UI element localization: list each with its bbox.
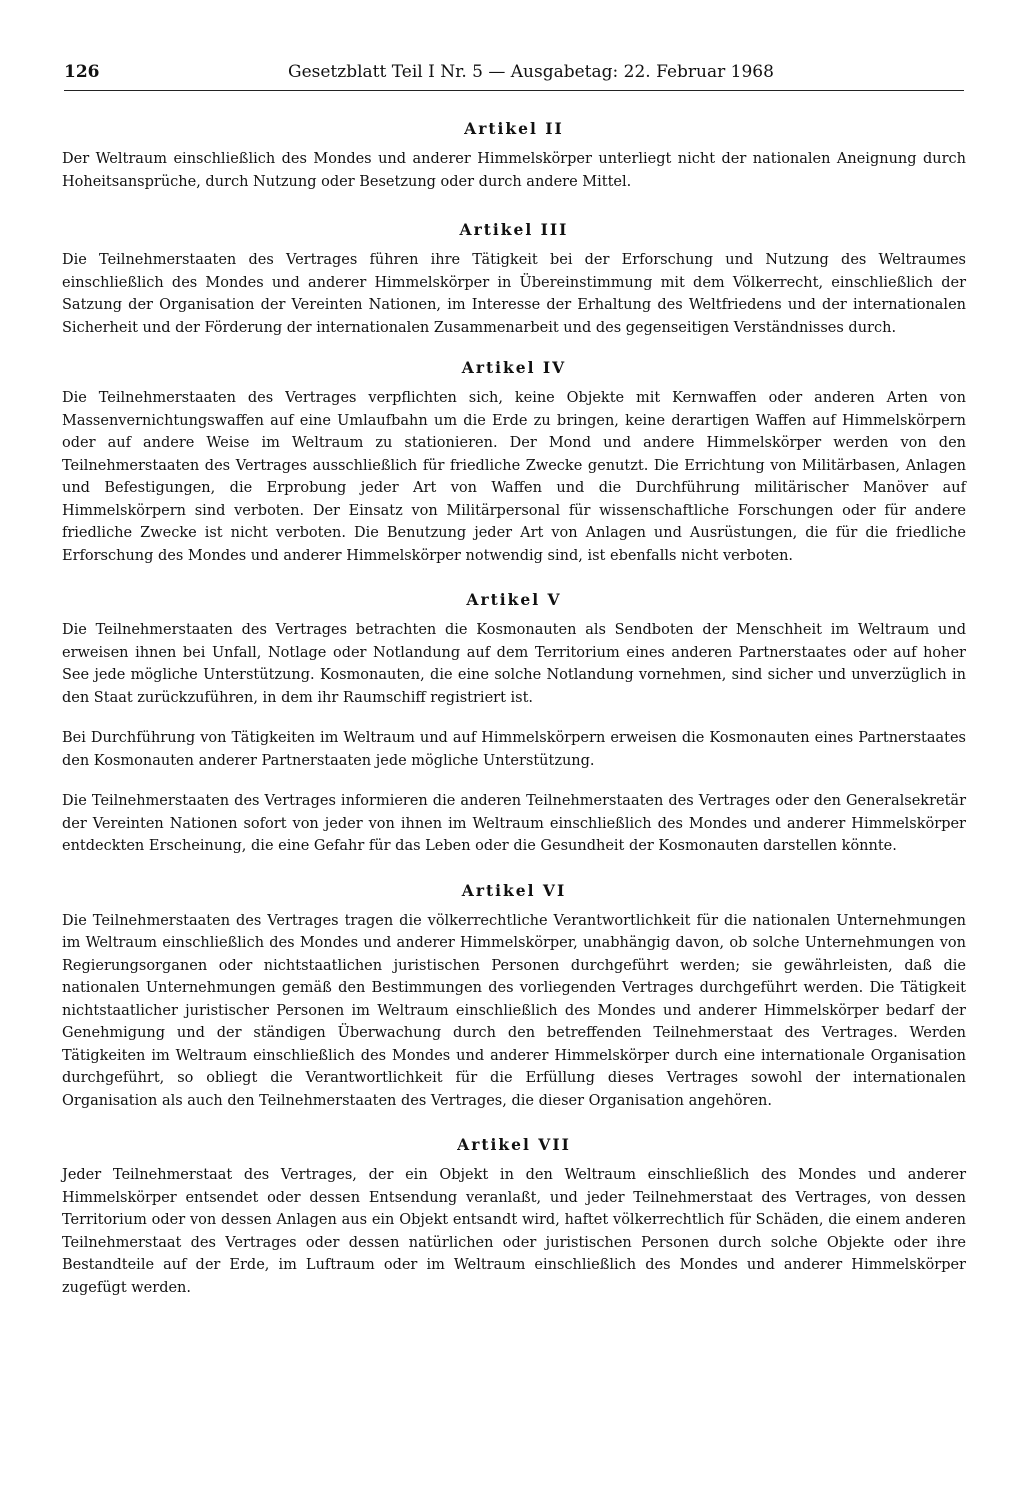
article-4 (62, 357, 966, 567)
article-heading: Artikel IV (461, 358, 567, 377)
article-2 (62, 118, 966, 193)
article-paragraph: Die Teilnehmerstaaten des Vertrages informieren die anderen Teilnehmerstaaten des Vertrages oder den Generalsekretär der Vereinten Nationen sofort von jeder von ihnen im Weltraum einschließlich des Mondes und anderer Himmelskörper entdeckten Erscheinung, die eine Gefahr für das Leben oder die Gesundheit der Kosmonauten darstellen könnte. (62, 793, 966, 854)
page-header (64, 60, 964, 88)
article-heading: Artikel VII (457, 1135, 571, 1154)
article-heading: Artikel VI (461, 880, 567, 900)
article-heading: Artikel III (459, 220, 569, 239)
article-paragraph: Die Teilnehmerstaaten des Vertrages betrachten die Kosmonauten als Sendboten der Menschheit im Weltraum und erweisen ihnen bei Unfall, Notlage oder Notlandung auf dem Territorium eines anderen Partnerstaates oder auf hoher See jede mögliche Unterstützung. Kosmonauten, die eine solche Notlandung vornehmen, sind sicher und unverzüglich in den Staat zurückzuführen, in dem ihr Raumschiff registriert ist. (62, 622, 966, 706)
header-title: Gesetzblatt Teil I Nr. 5 — Ausgabetag: 22. Februar 1968 (288, 62, 774, 82)
article-paragraph: Bei Durchführung von Tätigkeiten im Weltraum und auf Himmelskörpern erweisen die Kosmonauten eines Partnerstaates den Kosmonauten anderer Partnerstaaten jede mögliche Unterstützung. (62, 730, 966, 769)
header-divider (64, 90, 964, 91)
article-paragraph: Die Teilnehmerstaaten des Vertrages führen ihre Tätigkeit bei der Erforschung und Nutzung des Weltraumes einschließlich des Mondes und anderer Himmelskörper in Übereinstimmung mit dem Völkerrecht, einschließlich der Satzung der Organisation der Vereinten Nationen, im Interesse der Erhaltung des Weltfriedens und der internationalen Sicherheit und der Förderung der internationalen Zusammenarbeit und des gegenseitigen Verständnisses durch. (62, 252, 966, 336)
article-paragraph: Der Weltraum einschließlich des Mondes und anderer Himmelskörper unterliegt nicht der nationalen Aneignung durch Hoheitsansprüche, durch Nutzung oder Besetzung oder durch andere Mittel. (62, 151, 966, 190)
article-6 (62, 880, 966, 1113)
article-paragraph: Die Teilnehmerstaaten des Vertrages tragen die völkerrechtliche Verantwortlichkeit für die nationalen Unternehmungen im Weltraum einschließlich des Mondes und anderer Himmelskörper, unabhängig davon, ob solche Unternehmungen von Regierungsorganen oder nichtstaatlichen juristischen Personen durchgeführt werden; sie gewährleisten, daß die nationalen Unternehmungen gemäß den Bestimmungen des vorliegenden Vertrages durchgeführt werden. Die Tätigkeit nichtstaatlicher juristischer Personen im Weltraum einschließlich des Mondes und anderer Himmelskörper bedarf der Genehmigung und der ständigen Überwachung durch den betreffenden Teilnehmerstaat des Vertrages. Werden Tätigkeiten im Weltraum einschließlich des Mondes und anderer Himmelskörper durch eine internationale Organisation durchgeführt, so obliegt die Verantwortlichkeit für die Erfüllung dieses Vertrages sowohl der internationalen Organisation als auch den Teilnehmerstaaten des Vertrages, die dieser Organisation angehören. (62, 912, 966, 1109)
document-body (62, 118, 966, 1299)
article-3 (62, 219, 966, 339)
article-heading: Artikel V (466, 590, 562, 609)
article-paragraph: Jeder Teilnehmerstaat des Vertrages, der ein Objekt in den Weltraum einschließlich des Mondes und anderer Himmelskörper entsendet oder dessen Entsendung veranlaßt, und jeder Teilnehmerstaat des Vertrages, von dessen Territorium oder von dessen Anlagen aus ein Objekt entsandt wird, haftet völkerrechtlich für Schäden, die einem anderen Teilnehmerstaat des Vertrages oder dessen natürlichen oder juristischen Personen durch solche Objekte oder ihre Bestandteile auf der Erde, im Luftraum oder im Weltraum einschließlich des Mondes und anderer Himmelskörper zugefügt werden. (62, 1167, 966, 1296)
page-number: 126 (64, 62, 100, 82)
article-7 (62, 1134, 966, 1299)
article-heading: Artikel II (464, 119, 564, 138)
article-paragraph: Die Teilnehmerstaaten des Vertrages verpflichten sich, keine Objekte mit Kernwaffen oder anderen Arten von Massenvernichtungswaffen auf eine Umlaufbahn um die Erde zu bringen, keine derartigen Waffen auf Himmelskörpern oder auf andere Weise im Weltraum zu stationieren. Der Mond und andere Himmelskörper werden von den Teilnehmerstaaten des Vertrages ausschließlich für friedliche Zwecke genutzt. Die Errichtung von Militärbasen, Anlagen und Befestigungen, die Erprobung jeder Art von Waffen und die Durchführung militärischer Manöver auf Himmelskörpern sind verboten. Der Einsatz von Militärpersonal für wissenschaftliche Forschungen oder für andere friedliche Zwecke ist nicht verboten. Die Benutzung jeder Art von Anlagen und Ausrüstungen, die für die friedliche Erforschung des Mondes und anderer Himmelskörper notwendig sind, ist ebenfalls nicht verboten. (62, 390, 966, 564)
article-5 (62, 589, 966, 858)
